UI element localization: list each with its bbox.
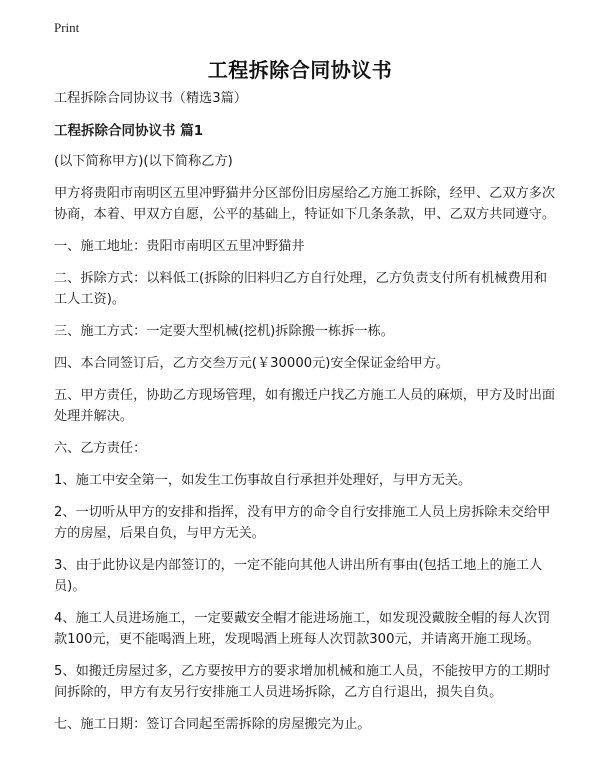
paragraph-clause-1-address: 一、施工地址：贵阳市南明区五里冲野猫井 <box>54 239 305 254</box>
print-link[interactable]: Print <box>54 20 80 35</box>
paragraph-item-1: 1、施工中安全第一，如发生工伤事故自行承担并处理好，与甲方无关。 <box>54 473 472 488</box>
paragraph-item-5: 5、如搬迁房屋过多，乙方要按甲方的要求增加机械和施工人员，不能按甲方的工期时间拆除的，甲方有友另行安排施工人员进场拆除，乙方自行退出，损失自负。 <box>54 664 551 700</box>
paragraph-clause-3-construction: 三、施工方式：一定要大型机械(挖机)拆除搬一栋拆一栋。 <box>54 324 394 339</box>
paragraph-item-3: 3、由于此协议是内部签订的，一定不能向其他人讲出所有事由(包括工地上的施工人员)。 <box>54 558 543 594</box>
paragraph-clause-5-party-a: 五、甲方责任，协助乙方现场管理，如有搬迁户找乙方施工人员的麻烦，甲方及时出面处理并解决。 <box>54 388 556 424</box>
paragraph-intro: 甲方将贵阳市南明区五里冲野猫井分区部份旧房屋给乙方施工拆除，经甲、乙双方多次协商，本着、甲双方自愿，公平的基础上，特证如下几条条款，甲、乙双方共同遵守。 <box>54 186 556 222</box>
paragraph-clause-2-method: 二、拆除方式：以料低工(拆除的旧料归乙方自行处理，乙方负责支付所有机械费用和工人工资)。 <box>54 271 548 307</box>
section-heading: 工程拆除合同协议书 篇1 <box>54 123 204 139</box>
paragraph-item-4: 4、施工人员进场施工，一定要戴安全帽才能进场施工，如发现没戴胺全帽的每人次罚款100元，更不能喝酒上班，发现喝酒上班每人次罚款300元，并请离开施工现场。 <box>54 611 551 647</box>
paragraph-clause-6-party-b: 六、乙方责任： <box>54 441 147 456</box>
document-title: 工程拆除合同协议书 <box>207 58 393 82</box>
paragraph-item-2: 2、一切听从甲方的安排和指挥，没有甲方的命令自行安排施工人员上房拆除未交给甲方的房屋，后果自负，与甲方无关。 <box>54 505 551 541</box>
document-body <box>54 88 560 746</box>
document-subtitle: 工程拆除合同协议书（精选3篇） <box>54 91 248 106</box>
paragraph-clause-4-deposit: 四、本合同签订后，乙方交叁万元(￥30000元)安全保证金给甲方。 <box>54 356 450 371</box>
paragraph-parties: (以下简称甲方)(以下简称乙方) <box>54 154 233 169</box>
paragraph-clause-7-date: 七、施工日期：签订合同起至需拆除的房屋搬完为止。 <box>54 717 371 732</box>
